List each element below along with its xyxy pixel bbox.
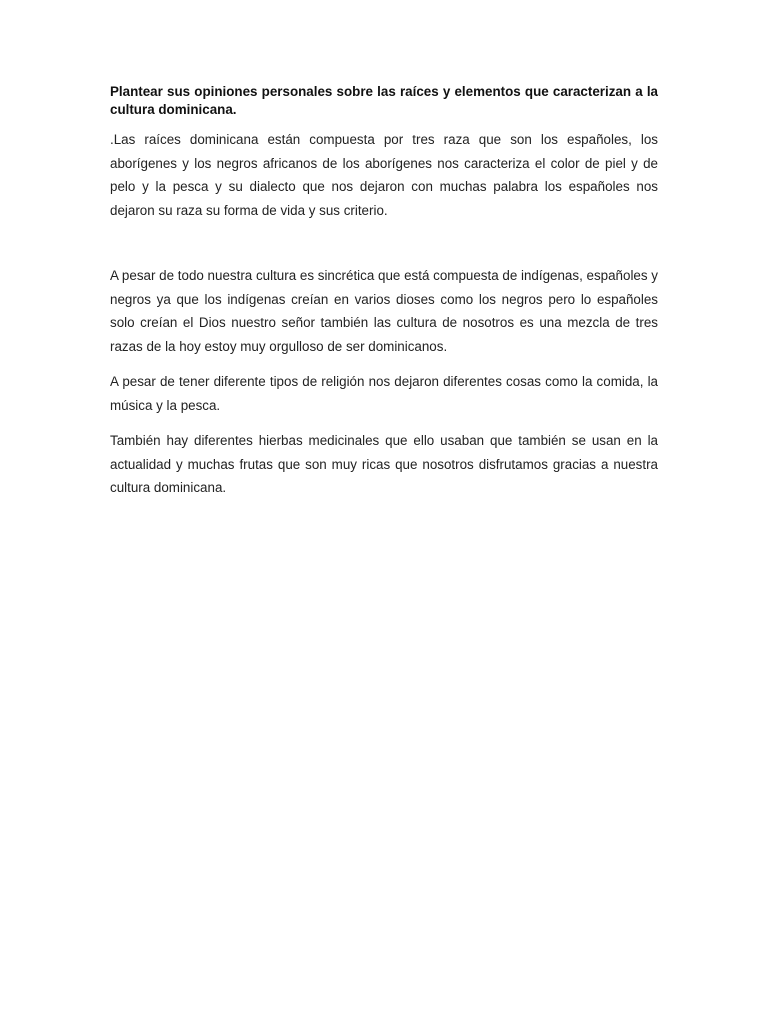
document-page: [110, 83, 658, 500]
paragraph-spacer: [110, 222, 658, 264]
paragraph-3: A pesar de tener diferente tipos de religión nos dejaron diferentes cosas como la comida, la música y la pesca.: [110, 374, 658, 413]
paragraph-2: A pesar de todo nuestra cultura es sincrética que está compuesta de indígenas, españoles y negros ya que los indígenas creían en varios dioses como los negros pero lo españoles solo creían el Dios nuestro señor también las cultura de nosotros es una mezcla de tres razas de la hoy estoy muy orgulloso de ser dominicanos.: [110, 268, 658, 354]
paragraph-1: .Las raíces dominicana están compuesta por tres raza que son los españoles, los aborígenes y los negros africanos de los aborígenes nos caracteriza el color de piel y de pelo y la pesca y su dialecto que nos dejaron con muchas palabra los españoles nos dejaron su raza su forma de vida y sus criterio.: [110, 132, 658, 218]
document-title: Plantear sus opiniones personales sobre las raíces y elementos que caracterizan a la cultura dominicana.: [110, 84, 658, 117]
paragraph-4: También hay diferentes hierbas medicinales que ello usaban que también se usan en la actualidad y muchas frutas que son muy ricas que nosotros disfrutamos gracias a nuestra cultura dominicana.: [110, 433, 658, 495]
